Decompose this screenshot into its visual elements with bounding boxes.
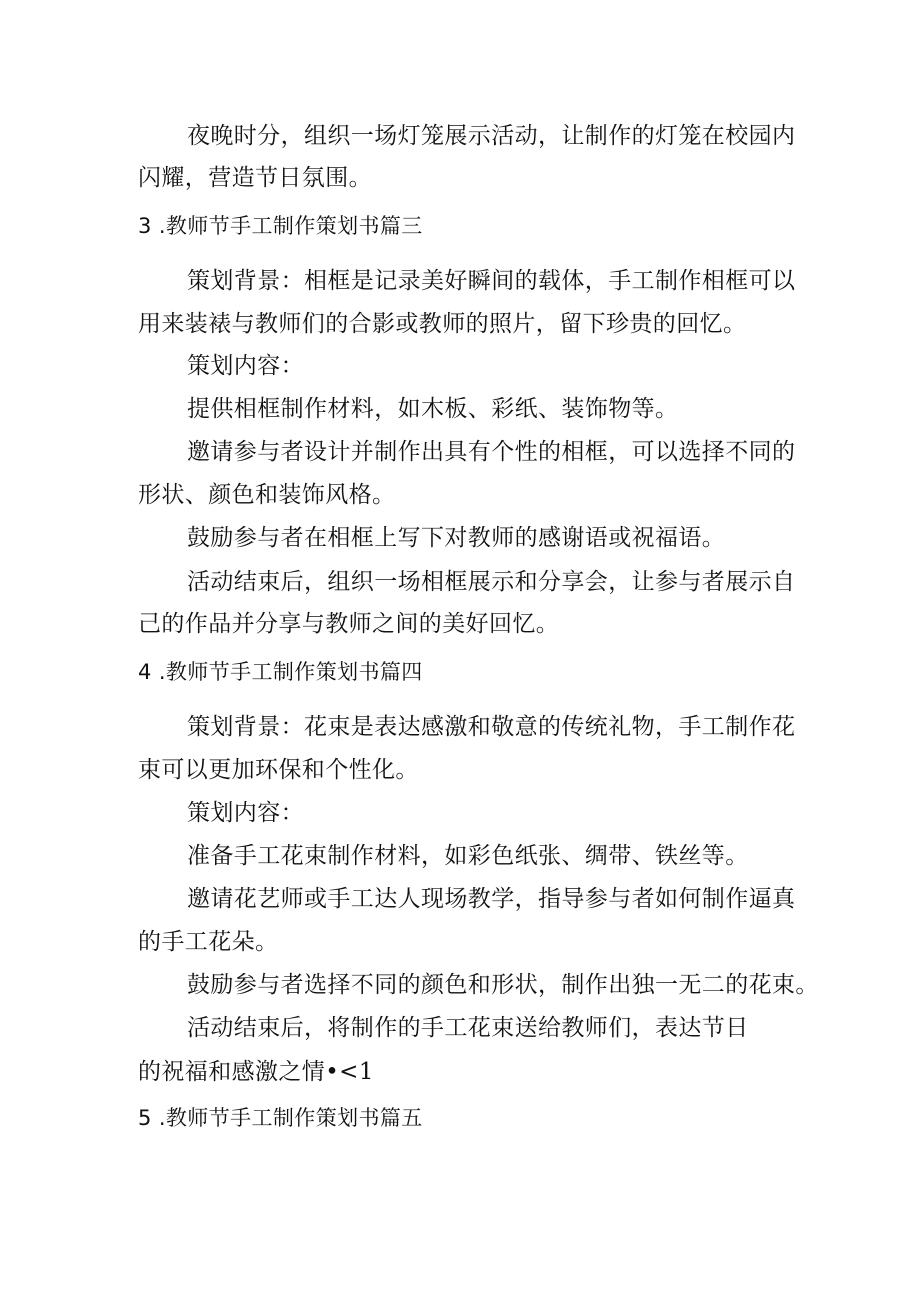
paragraph-line: 提供相框制作材料，如木板、彩纸、装饰物等。: [187, 396, 679, 422]
paragraph-line: 的手工花朵。: [138, 929, 279, 955]
paragraph-line: 形状、颜色和装饰风格。: [138, 482, 396, 508]
paragraph-line: 闪耀，营造节日氛围。: [138, 165, 372, 191]
paragraph-line: 己的作品并分享与教师之间的美好回忆。: [138, 611, 560, 637]
paragraph-line: 策划背景：相框是记录美好瞬间的载体，手工制作相框可以: [187, 268, 796, 294]
paragraph-line: 策划内容：: [187, 800, 304, 826]
paragraph-line: 准备手工花束制作材料，如彩色纸张、绸带、铁丝等。: [187, 843, 749, 869]
section-heading-5: 5 .教师节手工制作策划书篇五: [138, 1106, 423, 1130]
paragraph-line: 策划背景：花束是表达感激和敬意的传统礼物，手工制作花: [187, 714, 796, 740]
section-heading-3: 3 .教师节手工制作策划书篇三: [138, 214, 423, 238]
paragraph-line: 邀请参与者设计并制作出具有个性的相框，可以选择不同的: [187, 439, 796, 465]
paragraph-line: 邀请花艺师或手工达人现场教学，指导参与者如何制作逼真: [187, 886, 796, 912]
paragraph-line: 束可以更加环保和个性化。: [138, 757, 419, 783]
paragraph-line: 活动结束后，组织一场相框展示和分享会，让参与者展示自: [187, 569, 796, 595]
paragraph-line: 策划内容：: [187, 353, 304, 379]
paragraph-line: 活动结束后，将制作的手工花束送给教师们，表达节日: [187, 1015, 749, 1041]
paragraph-line: 鼓励参与者选择不同的颜色和形状，制作出独一无二的花束。: [187, 972, 819, 998]
paragraph-line: 夜晚时分，组织一场灯笼展示活动，让制作的灯笼在校园内: [187, 123, 796, 149]
paragraph-line: 的祝福和感激之情•<1: [138, 1059, 374, 1085]
paragraph-line: 鼓励参与者在相框上写下对教师的感谢语或祝福语。: [187, 525, 726, 551]
paragraph-line: 用来装裱与教师们的合影或教师的照片，留下珍贵的回忆。: [138, 311, 747, 337]
section-heading-4: 4 .教师节手工制作策划书篇四: [138, 660, 423, 684]
